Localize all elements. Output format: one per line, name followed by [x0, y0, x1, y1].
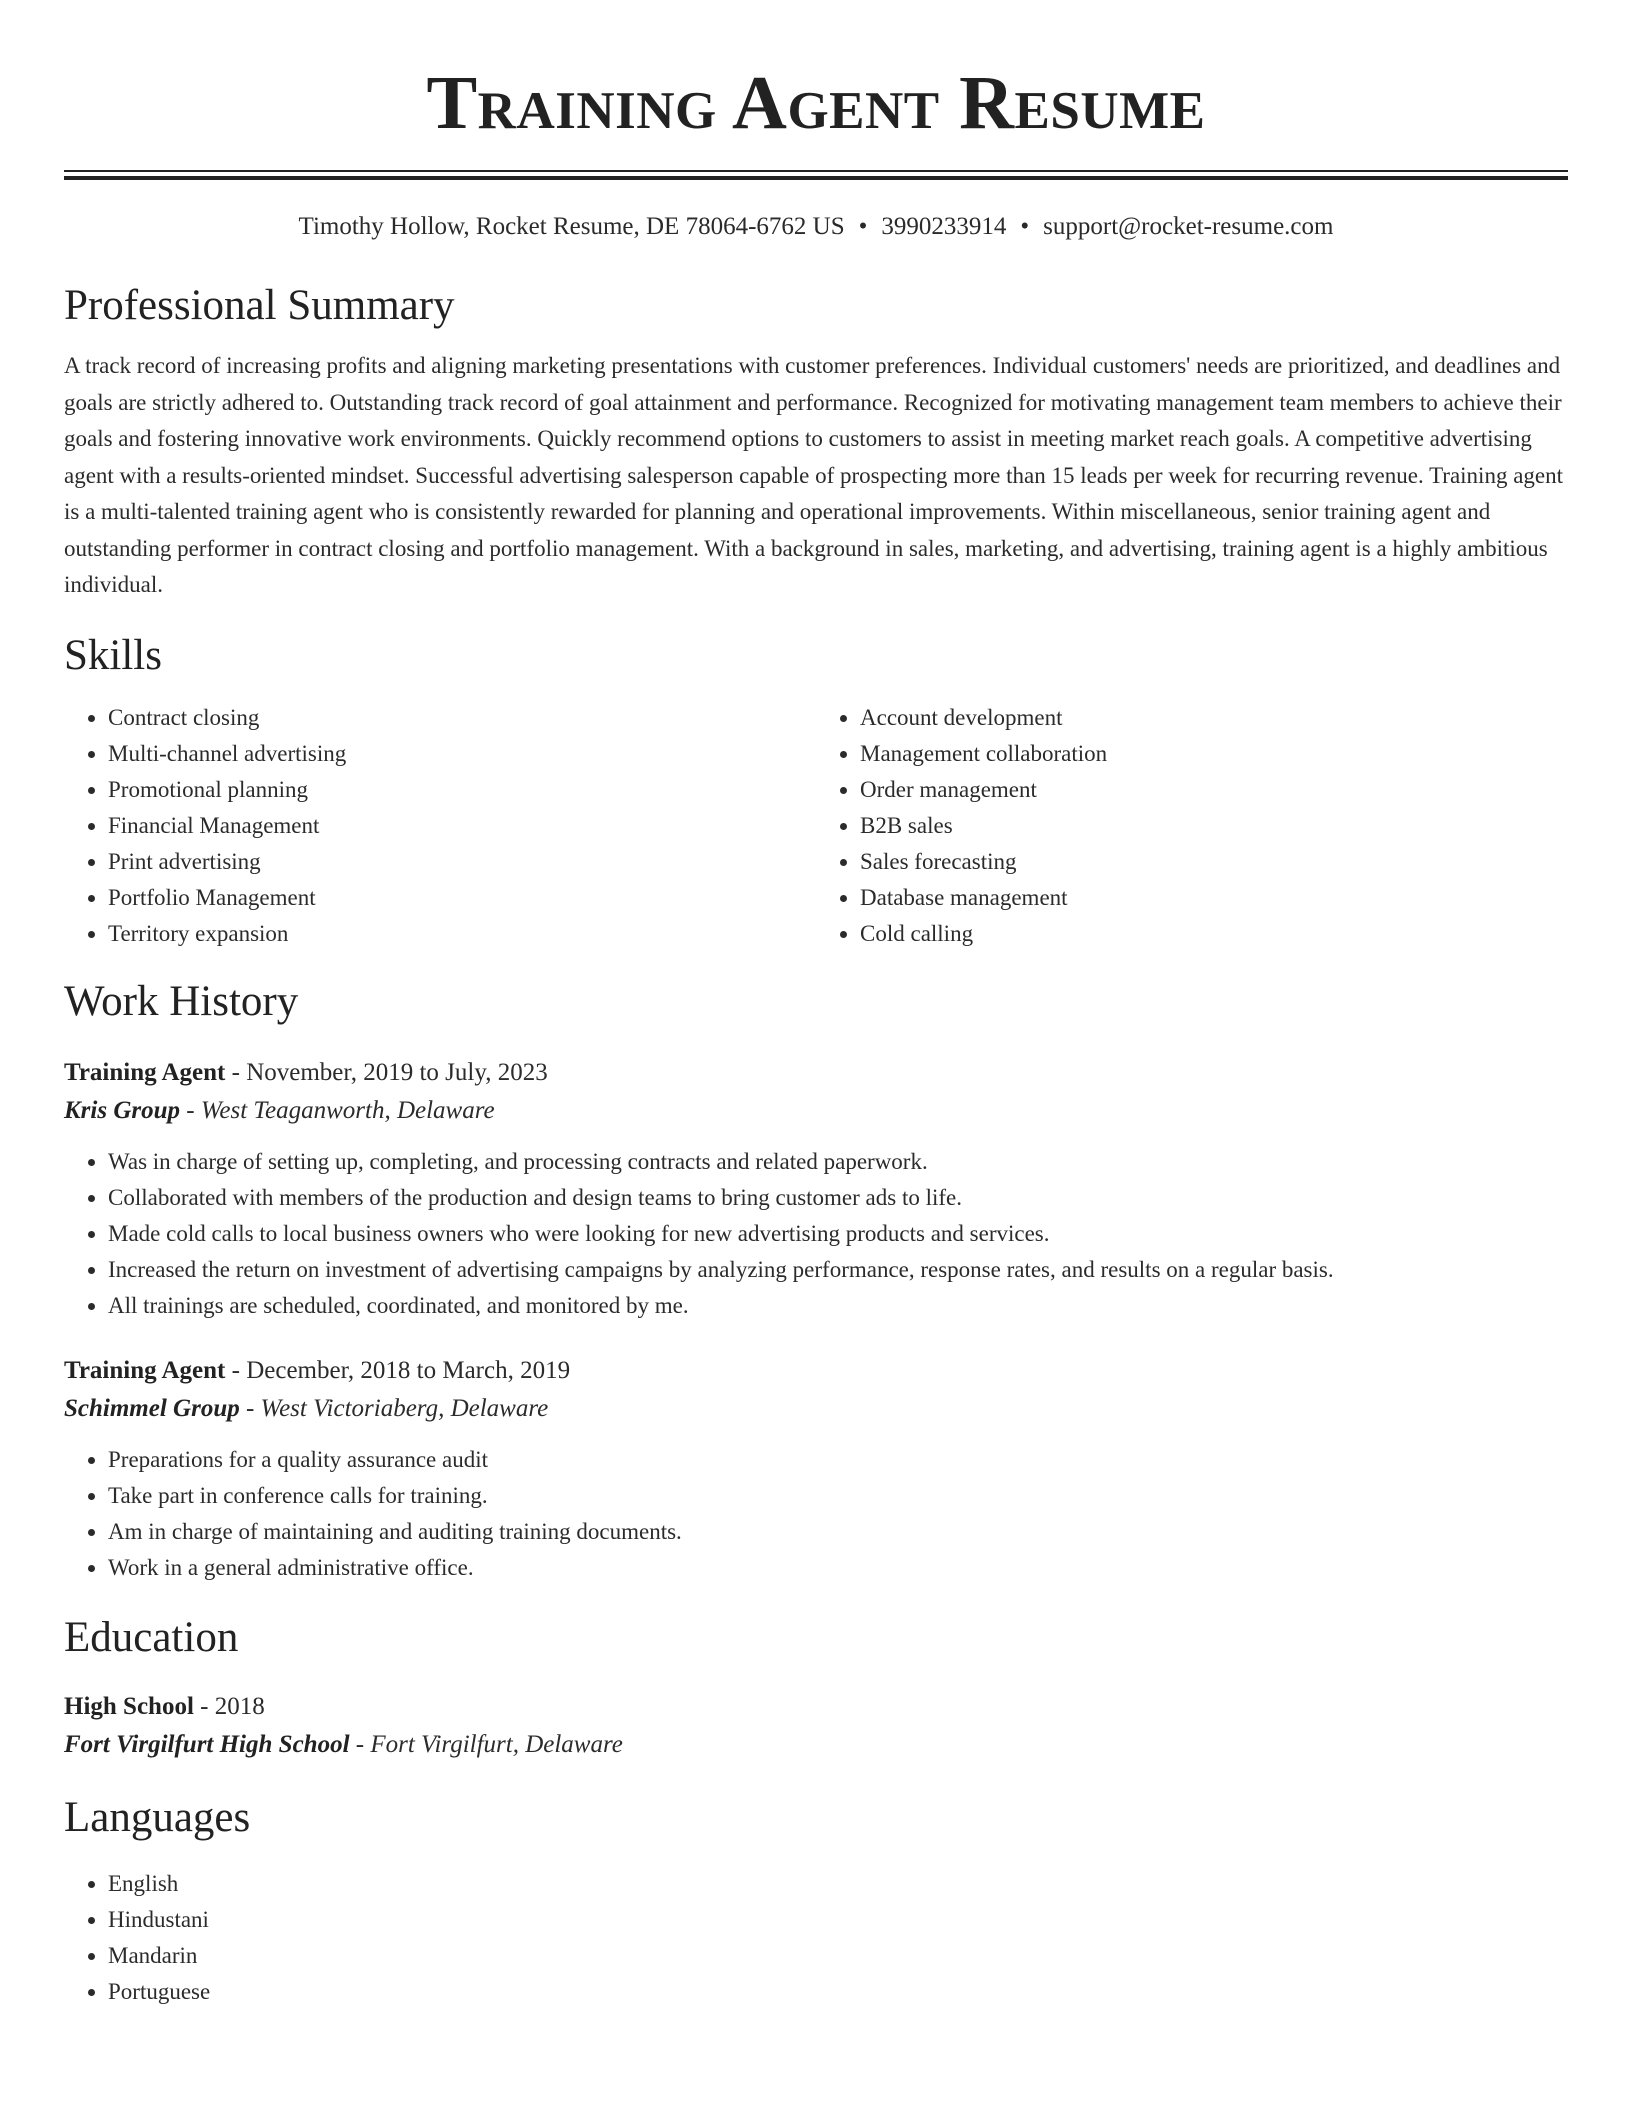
company-name: Schimmel Group [64, 1394, 240, 1422]
language-item: • Portuguese [108, 1974, 1568, 2010]
degree: High School [64, 1692, 194, 1720]
job-duty: • Am in charge of maintaining and auditing training documents. [108, 1514, 1568, 1550]
language-item: • English [108, 1866, 1568, 1902]
skill-item: • B2B sales [860, 808, 1568, 844]
contact-phone: 3990233914 [881, 213, 1007, 240]
company-location: - West Teaganworth, Delaware [180, 1096, 495, 1124]
job-duty: • Preparations for a quality assurance audit [108, 1442, 1568, 1478]
skill-item: • Multi-channel advertising [108, 736, 816, 772]
title-divider [64, 170, 1568, 180]
skill-item: • Portfolio Management [108, 880, 816, 916]
degree-line [64, 1688, 1568, 1726]
contact-line [64, 212, 1568, 242]
job-duty: • Take part in conference calls for training. [108, 1478, 1568, 1514]
school-location: - Fort Virgilfurt, Delaware [349, 1730, 623, 1758]
job-duties-list [64, 1144, 1568, 1324]
skill-item: • Promotional planning [108, 772, 816, 808]
graduation-year: - 2018 [193, 1692, 265, 1720]
skill-item: • Territory expansion [108, 916, 816, 952]
company-location: - West Victoriaberg, Delaware [239, 1394, 549, 1422]
languages-list [64, 1866, 1568, 2010]
school-name: Fort Virgilfurt High School [64, 1730, 350, 1758]
skill-item: • Order management [860, 772, 1568, 808]
summary-heading: Professional Summary [64, 282, 455, 329]
job-title: Training Agent [64, 1058, 226, 1086]
languages-heading: Languages [64, 1793, 251, 1841]
page-title: Training Agent Resume [426, 61, 1206, 145]
job-duty: • Was in charge of setting up, completing, and processing contracts and related paperwork. [108, 1144, 1568, 1180]
language-item: • Mandarin [108, 1938, 1568, 1974]
job-entry [64, 1054, 1568, 1324]
skills-list-left [64, 700, 816, 952]
summary-text: A track record of increasing profits and aligning marketing presentations with customer preferences. Individual customers' needs are prioritized, and deadlines and goals are strictly adhered to. Outstanding track record of goal attainment and performance. Recognized for motivating management team members to achieve their goals and fostering innovative work environments. Quickly recommend options to customers to assist in meeting market reach goals. A competitive advertising agent with a results-oriented mindset. Successful advertising salesperson capable of prospecting more than 15 leads per week for recurring revenue. Training agent is a multi-talented training agent who is consistently rewarded for planning and operational improvements. Within miscellaneous, senior training agent and outstanding performer in contract closing and portfolio management. With a background in sales, marketing, and advertising, training agent is a highly ambitious individual. [64, 353, 1564, 597]
skill-item: • Contract closing [108, 700, 816, 736]
job-title: Training Agent [64, 1356, 226, 1384]
skill-item: • Print advertising [108, 844, 816, 880]
company-line [64, 1390, 1568, 1428]
education-entry [64, 1688, 1568, 1764]
language-item: • Hindustani [108, 1902, 1568, 1938]
job-dates: - November, 2019 to July, 2023 [225, 1058, 548, 1086]
skills-columns [64, 700, 1568, 952]
job-duty: • Collaborated with members of the production and design teams to bring customer ads to life. [108, 1180, 1568, 1216]
contact-email: support@rocket-resume.com [1043, 213, 1334, 240]
contact-address: Timothy Hollow, Rocket Resume, DE 78064-6762 US [298, 213, 845, 240]
school-line [64, 1726, 1568, 1764]
education-heading: Education [64, 1613, 239, 1661]
job-entry [64, 1352, 1568, 1586]
work-history-heading: Work History [64, 977, 299, 1025]
contact-separator: • [858, 213, 868, 240]
job-duties-list [64, 1442, 1568, 1586]
skill-item: • Management collaboration [860, 736, 1568, 772]
job-duty: • Made cold calls to local business owners who were looking for new advertising products and services. [108, 1216, 1568, 1252]
job-title-line [64, 1352, 1568, 1390]
skill-item: • Cold calling [860, 916, 1568, 952]
job-duty: • All trainings are scheduled, coordinated, and monitored by me. [108, 1288, 1568, 1324]
skill-item: • Database management [860, 880, 1568, 916]
company-name: Kris Group [64, 1096, 181, 1124]
job-duty: • Increased the return on investment of advertising campaigns by analyzing performance, response rates, and results on a regular basis. [108, 1252, 1568, 1288]
skills-heading: Skills [64, 631, 162, 679]
skills-list-right [816, 700, 1568, 952]
skill-item: • Financial Management [108, 808, 816, 844]
skill-item: • Sales forecasting [860, 844, 1568, 880]
company-line [64, 1092, 1568, 1130]
job-duty: • Work in a general administrative office. [108, 1550, 1568, 1586]
job-title-line [64, 1054, 1568, 1092]
skill-item: • Account development [860, 700, 1568, 736]
job-dates: - December, 2018 to March, 2019 [225, 1356, 571, 1384]
contact-separator: • [1020, 213, 1030, 240]
